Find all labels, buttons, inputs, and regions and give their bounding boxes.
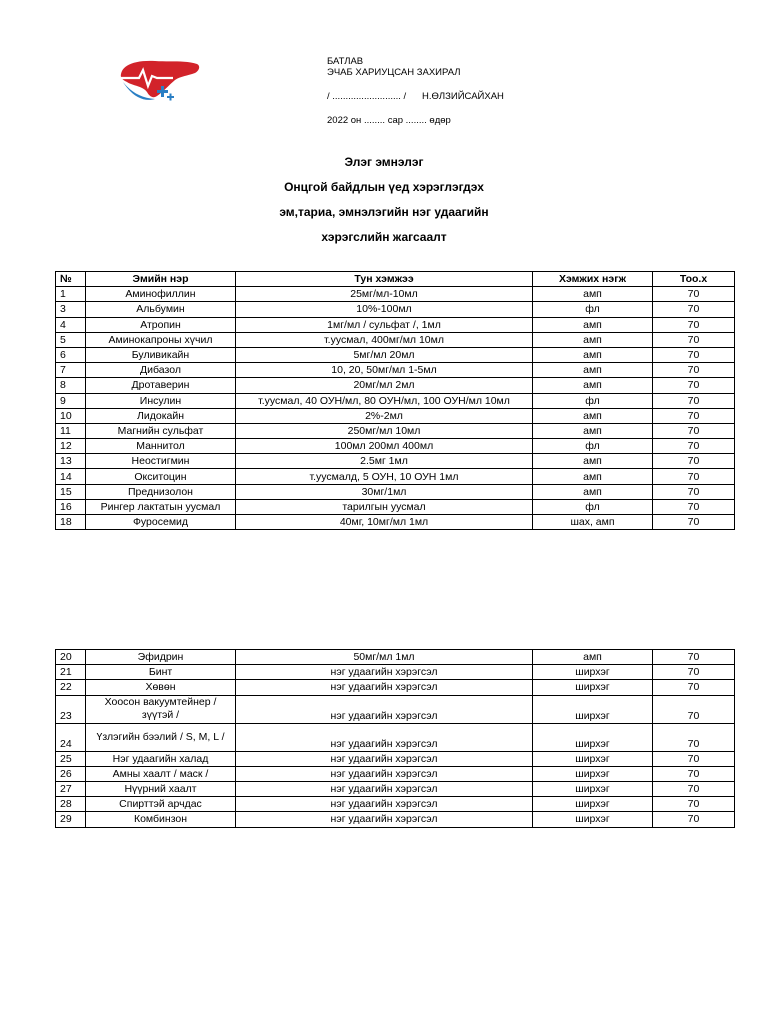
cell-no: 20	[56, 650, 86, 665]
cell-qty: 70	[653, 781, 735, 796]
approval-line2: ЭЧАБ ХАРИУЦСАН ЗАХИРАЛ	[327, 67, 461, 78]
table-row	[56, 347, 735, 362]
cell-unit: амп	[533, 408, 653, 423]
cell-name: Инсулин	[86, 393, 236, 408]
cell-unit: шах, амп	[533, 515, 653, 530]
table-row	[56, 439, 735, 454]
cell-dose: тарилгын уусмал	[236, 499, 533, 514]
cell-name: Комбинзон	[86, 812, 236, 827]
cell-qty: 70	[653, 439, 735, 454]
cell-name: Аминокапроны хүчил	[86, 332, 236, 347]
cell-unit: ширхэг	[533, 723, 653, 751]
cell-no: 4	[56, 317, 86, 332]
cell-no: 15	[56, 484, 86, 499]
cell-dose: 50мг/мл 1мл	[236, 650, 533, 665]
cell-dose: нэг удаагийн хэрэгсэл	[236, 812, 533, 827]
cell-name: Дротаверин	[86, 378, 236, 393]
cell-qty: 70	[653, 469, 735, 484]
cell-name: Окситоцин	[86, 469, 236, 484]
cell-no: 6	[56, 347, 86, 362]
cell-no: 10	[56, 408, 86, 423]
cell-qty: 70	[653, 650, 735, 665]
cell-qty: 70	[653, 363, 735, 378]
table-row	[56, 302, 735, 317]
cell-dose: 40мг, 10мг/мл 1мл	[236, 515, 533, 530]
cell-name: Хөвөн	[86, 680, 236, 695]
hospital-logo	[115, 52, 205, 107]
table-row	[56, 363, 735, 378]
title-line2: Онцгой байдлын үед хэрэглэгдэх	[284, 180, 484, 194]
cell-dose: 250мг/мл 10мл	[236, 423, 533, 438]
cell-unit: амп	[533, 484, 653, 499]
cell-dose: т.уусмалд, 5 ОУН, 10 ОУН 1мл	[236, 469, 533, 484]
document-title	[0, 150, 768, 250]
table-row	[56, 499, 735, 514]
cell-unit: ширхэг	[533, 751, 653, 766]
cell-dose: 100мл 200мл 400мл	[236, 439, 533, 454]
cell-dose: т.уусмал, 40 ОУН/мл, 80 ОУН/мл, 100 ОУН/мл 10мл	[236, 393, 533, 408]
cell-no: 5	[56, 332, 86, 347]
cell-name: Аминофиллин	[86, 287, 236, 302]
cell-qty: 70	[653, 347, 735, 362]
table-row	[56, 484, 735, 499]
cell-dose: нэг удаагийн хэрэгсэл	[236, 695, 533, 723]
approval-signature: / .......................... / Н.ӨЛЗИЙСАЙХАН	[327, 91, 504, 102]
cell-unit: ширхэг	[533, 695, 653, 723]
cell-no: 1	[56, 287, 86, 302]
cell-no: 7	[56, 363, 86, 378]
cell-unit: амп	[533, 378, 653, 393]
cell-name: Дибазол	[86, 363, 236, 378]
cell-no: 24	[56, 723, 86, 751]
cell-dose: нэг удаагийн хэрэгсэл	[236, 665, 533, 680]
cell-qty: 70	[653, 499, 735, 514]
cell-no: 9	[56, 393, 86, 408]
small-plus-icon	[167, 94, 174, 101]
cell-qty: 70	[653, 454, 735, 469]
cell-dose: 10, 20, 50мг/мл 1-5мл	[236, 363, 533, 378]
cell-no: 25	[56, 751, 86, 766]
cell-unit: амп	[533, 650, 653, 665]
header-name: Эмийн нэр	[86, 272, 236, 287]
cell-unit: амп	[533, 347, 653, 362]
cell-unit: ширхэг	[533, 665, 653, 680]
cell-name: Атропин	[86, 317, 236, 332]
header-no: №	[56, 272, 86, 287]
cell-unit: амп	[533, 332, 653, 347]
cell-dose: нэг удаагийн хэрэгсэл	[236, 680, 533, 695]
cell-unit: амп	[533, 469, 653, 484]
table-row	[56, 393, 735, 408]
supplies-table	[55, 649, 735, 828]
table-row	[56, 812, 735, 827]
table-row	[56, 515, 735, 530]
cell-unit: амп	[533, 454, 653, 469]
cell-dose: 30мг/1мл	[236, 484, 533, 499]
supplies-table-body	[56, 650, 735, 828]
table-row	[56, 378, 735, 393]
title-line4: хэрэгслийн жагсаалт	[321, 230, 447, 244]
cell-unit: амп	[533, 423, 653, 438]
medicine-table	[55, 271, 735, 530]
approval-line1: БАТЛАВ	[327, 56, 364, 67]
cell-dose: нэг удаагийн хэрэгсэл	[236, 751, 533, 766]
cell-dose: 25мг/мл-10мл	[236, 287, 533, 302]
cell-no: 18	[56, 515, 86, 530]
cell-name: Үзлэгийн бээлий / S, M, L /	[86, 723, 236, 751]
cell-no: 13	[56, 454, 86, 469]
table-row	[56, 781, 735, 796]
cell-dose: нэг удаагийн хэрэгсэл	[236, 797, 533, 812]
approval-date: 2022 он ........ сар ........ өдөр	[327, 115, 451, 126]
cell-no: 28	[56, 797, 86, 812]
cell-qty: 70	[653, 812, 735, 827]
cell-name: Неостигмин	[86, 454, 236, 469]
cell-no: 3	[56, 302, 86, 317]
table-row	[56, 766, 735, 781]
cell-qty: 70	[653, 751, 735, 766]
cell-dose: 2%-2мл	[236, 408, 533, 423]
table-row	[56, 665, 735, 680]
cell-dose: 10%-100мл	[236, 302, 533, 317]
cell-unit: ширхэг	[533, 766, 653, 781]
cell-name: Рингер лактатын уусмал	[86, 499, 236, 514]
cell-name: Спирттэй арчдас	[86, 797, 236, 812]
table-row	[56, 287, 735, 302]
header-unit: Хэмжих нэгж	[533, 272, 653, 287]
cell-no: 26	[56, 766, 86, 781]
cell-unit: фл	[533, 393, 653, 408]
table-row	[56, 751, 735, 766]
cell-name: Лидокайн	[86, 408, 236, 423]
cell-qty: 70	[653, 695, 735, 723]
cell-qty: 70	[653, 723, 735, 751]
title-line1: Элэг эмнэлэг	[344, 155, 424, 169]
cell-qty: 70	[653, 332, 735, 347]
cell-unit: фл	[533, 499, 653, 514]
cell-no: 12	[56, 439, 86, 454]
approval-block	[327, 56, 504, 126]
cell-no: 11	[56, 423, 86, 438]
cell-unit: ширхэг	[533, 781, 653, 796]
cell-unit: фл	[533, 302, 653, 317]
cell-no: 29	[56, 812, 86, 827]
header-qty: Тоо.х	[653, 272, 735, 287]
cell-qty: 70	[653, 766, 735, 781]
cell-no: 16	[56, 499, 86, 514]
cell-dose: нэг удаагийн хэрэгсэл	[236, 766, 533, 781]
cell-name: Буливикайн	[86, 347, 236, 362]
cell-name: Маннитол	[86, 439, 236, 454]
cell-name: Бинт	[86, 665, 236, 680]
cell-dose: 2.5мг 1мл	[236, 454, 533, 469]
cell-no: 22	[56, 680, 86, 695]
cell-qty: 70	[653, 423, 735, 438]
medicine-table-body	[56, 287, 735, 530]
table-row	[56, 723, 735, 751]
cell-dose: 5мг/мл 20мл	[236, 347, 533, 362]
title-line3: эм,тариа, эмнэлэгийн нэг удаагийн	[279, 205, 489, 219]
table-header-row	[56, 272, 735, 287]
cell-qty: 70	[653, 515, 735, 530]
cell-no: 23	[56, 695, 86, 723]
cell-name: Хоосон вакуумтейнер / зүүтэй /	[86, 695, 236, 723]
cell-no: 21	[56, 665, 86, 680]
header-dose: Тун хэмжээ	[236, 272, 533, 287]
cell-qty: 70	[653, 393, 735, 408]
cell-name: Нүүрний хаалт	[86, 781, 236, 796]
cell-qty: 70	[653, 287, 735, 302]
cell-qty: 70	[653, 665, 735, 680]
table-row	[56, 469, 735, 484]
cell-qty: 70	[653, 408, 735, 423]
cell-unit: ширхэг	[533, 812, 653, 827]
cell-no: 8	[56, 378, 86, 393]
table-row	[56, 454, 735, 469]
cell-name: Амны хаалт / маск /	[86, 766, 236, 781]
cell-name: Магнийн сульфат	[86, 423, 236, 438]
cell-dose: 1мг/мл / сульфат /, 1мл	[236, 317, 533, 332]
cell-name: Фуросемид	[86, 515, 236, 530]
cell-qty: 70	[653, 680, 735, 695]
cell-dose: нэг удаагийн хэрэгсэл	[236, 723, 533, 751]
cell-unit: амп	[533, 363, 653, 378]
cell-dose: 20мг/мл 2мл	[236, 378, 533, 393]
table-row	[56, 408, 735, 423]
cell-unit: амп	[533, 317, 653, 332]
cell-unit: ширхэг	[533, 680, 653, 695]
cell-qty: 70	[653, 378, 735, 393]
cell-qty: 70	[653, 317, 735, 332]
table-row	[56, 695, 735, 723]
cell-unit: амп	[533, 287, 653, 302]
cell-dose: нэг удаагийн хэрэгсэл	[236, 781, 533, 796]
cell-name: Нэг удаагийн халад	[86, 751, 236, 766]
cell-no: 27	[56, 781, 86, 796]
table-row	[56, 317, 735, 332]
cell-name: Альбумин	[86, 302, 236, 317]
cell-dose: т.уусмал, 400мг/мл 10мл	[236, 332, 533, 347]
table-row	[56, 332, 735, 347]
cell-no: 14	[56, 469, 86, 484]
cell-name: Эфидрин	[86, 650, 236, 665]
cell-name: Преднизолон	[86, 484, 236, 499]
cell-unit: ширхэг	[533, 797, 653, 812]
cell-qty: 70	[653, 797, 735, 812]
table-row	[56, 423, 735, 438]
cell-qty: 70	[653, 302, 735, 317]
table-row	[56, 680, 735, 695]
table-row	[56, 797, 735, 812]
cell-unit: фл	[533, 439, 653, 454]
table-row	[56, 650, 735, 665]
cell-qty: 70	[653, 484, 735, 499]
